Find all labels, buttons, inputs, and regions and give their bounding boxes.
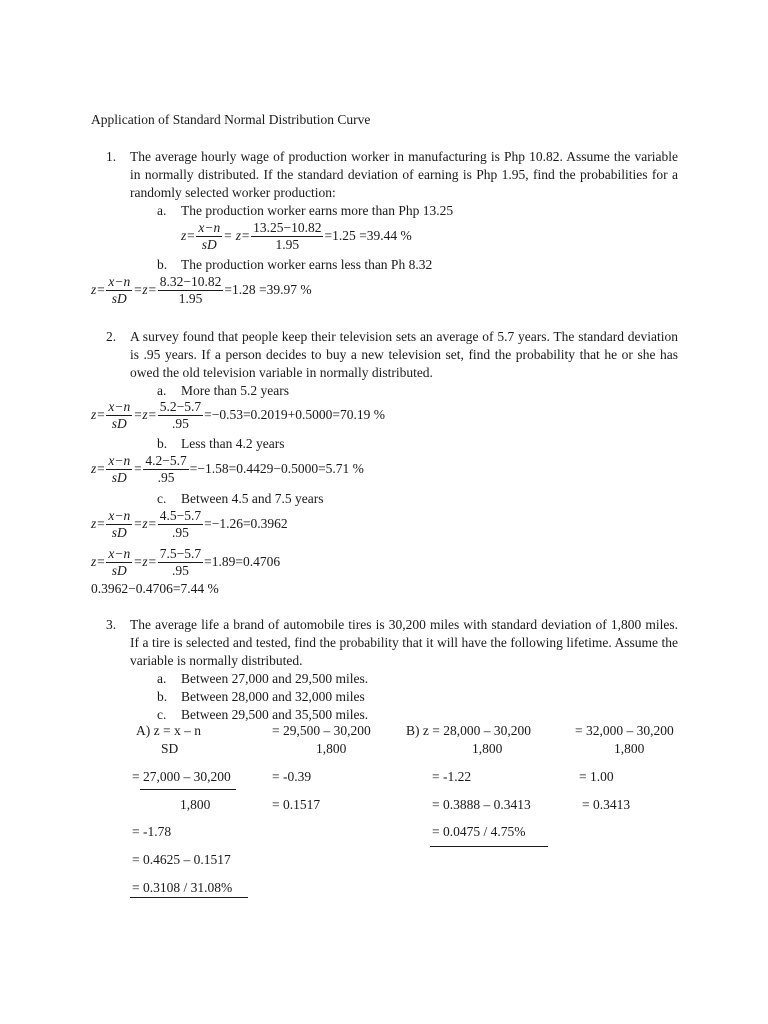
question-1-number: 1. — [106, 149, 117, 164]
q2-c-result: 0.3962−0.4706=7.44 % — [91, 581, 219, 596]
q1-a-equation: z= $\frac{x-n}{sD}$ = z= $\frac{13.25-10.82}{1.95}$ =1.25 =39.44 % — [181, 219, 412, 252]
q1-b-label: b. — [157, 257, 168, 272]
q3-work-col2-step-1: = -0.39 — [272, 769, 312, 784]
q2-c-label: c. — [157, 491, 167, 506]
answer-underline — [130, 897, 248, 898]
q3-a-label: a. — [157, 671, 167, 686]
q3-work-b-head-denominator: 1,800 — [472, 741, 503, 756]
q3-work-b-answer: = 0.0475 / 4.75% — [432, 824, 526, 839]
question-3-number: 3. — [106, 617, 117, 632]
q3-work-col4-step-1: = 1.00 — [579, 769, 614, 784]
q3-c-label: c. — [157, 707, 167, 722]
question-1-text: The average hourly wage of production worker in manufacturing is Php 10.82. Assume the variable in normally distributed. If the standard deviation of earning is Php 1.95, find the probabilities for a randomly selected worker production: — [130, 149, 678, 200]
q3-work-a-step-1-denominator: 1,800 — [180, 797, 211, 812]
q3-work-col2-step-2: = 0.1517 — [272, 797, 321, 812]
q2-a-text: More than 5.2 years — [181, 383, 289, 398]
q3-b-label: b. — [157, 689, 168, 704]
q3-work-a-head-sd: SD — [161, 741, 179, 756]
answer-underline — [430, 846, 548, 847]
q1-b-text: The production worker earns less than Ph 8.32 — [181, 257, 433, 272]
q3-work-col4-head: = 32,000 – 30,200 — [575, 723, 674, 738]
q3-work-a-step-2: = -1.78 — [132, 824, 172, 839]
q1-b-equation: z= $\frac{x-n}{sD}$ =z= $\frac{8.32-10.82}{1.95}$ =1.28 =39.97 % — [91, 273, 312, 306]
q3-work-b-step-2: = 0.3888 – 0.3413 — [432, 797, 531, 812]
fraction-line — [140, 789, 236, 790]
q1-a-text: The production worker earns more than Php 13.25 — [181, 203, 454, 218]
q3-work-b-head: B) z = 28,000 – 30,200 — [406, 723, 531, 738]
q3-a-text: Between 27,000 and 29,500 miles. — [181, 671, 369, 686]
q2-b-label: b. — [157, 436, 168, 451]
q3-work-b-step-1: = -1.22 — [432, 769, 472, 784]
question-2-text: A survey found that people keep their television sets an average of 5.7 years. The standard deviation is .95 years. If a person decides to buy a new television set, find the probability that he or she has owed the old television variable in normally distributed. — [130, 329, 678, 380]
q3-work-a-head: A) z = x – n — [136, 723, 201, 738]
q3-work-a-step-1: = 27,000 – 30,200 — [132, 769, 231, 784]
q3-work-a-step-3: = 0.4625 – 0.1517 — [132, 852, 231, 867]
document-title: Application of Standard Normal Distribution Curve — [91, 112, 371, 127]
q3-work-col4-head-denominator: 1,800 — [614, 741, 645, 756]
q3-b-text: Between 28,000 and 32,000 miles — [181, 689, 365, 704]
q3-work-col2-head-denominator: 1,800 — [316, 741, 347, 756]
q2-a-label: a. — [157, 383, 167, 398]
question-2-number: 2. — [106, 329, 117, 344]
q3-work-col2-head: = 29,500 – 30,200 — [272, 723, 371, 738]
q2-b-equation: z= $\frac{x-n}{sD}$ = $\frac{4.2-5.7}{.95}$ =−1.58=0.4429−0.5000=5.71 % — [91, 452, 364, 485]
q3-c-text: Between 29,500 and 35,500 miles. — [181, 707, 369, 722]
q2-c-equation-1: z= $\frac{x-n}{sD}$ =z= $\frac{4.5-5.7}{.95}$ =−1.26=0.3962 — [91, 507, 288, 540]
q3-work-col4-step-2: = 0.3413 — [582, 797, 631, 812]
q2-c-equation-2: z= $\frac{x-n}{sD}$ =z= $\frac{7.5-5.7}{.95}$ =1.89=0.4706 — [91, 545, 281, 578]
q2-b-text: Less than 4.2 years — [181, 436, 285, 451]
q1-a-label: a. — [157, 203, 167, 218]
question-3-text: The average life a brand of automobile tires is 30,200 miles with standard deviation of 1,800 miles. If a tire is selected and tested, find the probability that it will have the following lifetime. Assume the variable is normally distributed. — [130, 617, 678, 668]
q2-c-text: Between 4.5 and 7.5 years — [181, 491, 324, 506]
q3-work-a-answer: = 0.3108 / 31.08% — [132, 880, 233, 895]
q2-a-equation: z= $\frac{x-n}{sD}$ =z= $\frac{5.2-5.7}{.95}$ =−0.53=0.2019+0.5000=70.19 % — [91, 398, 386, 431]
